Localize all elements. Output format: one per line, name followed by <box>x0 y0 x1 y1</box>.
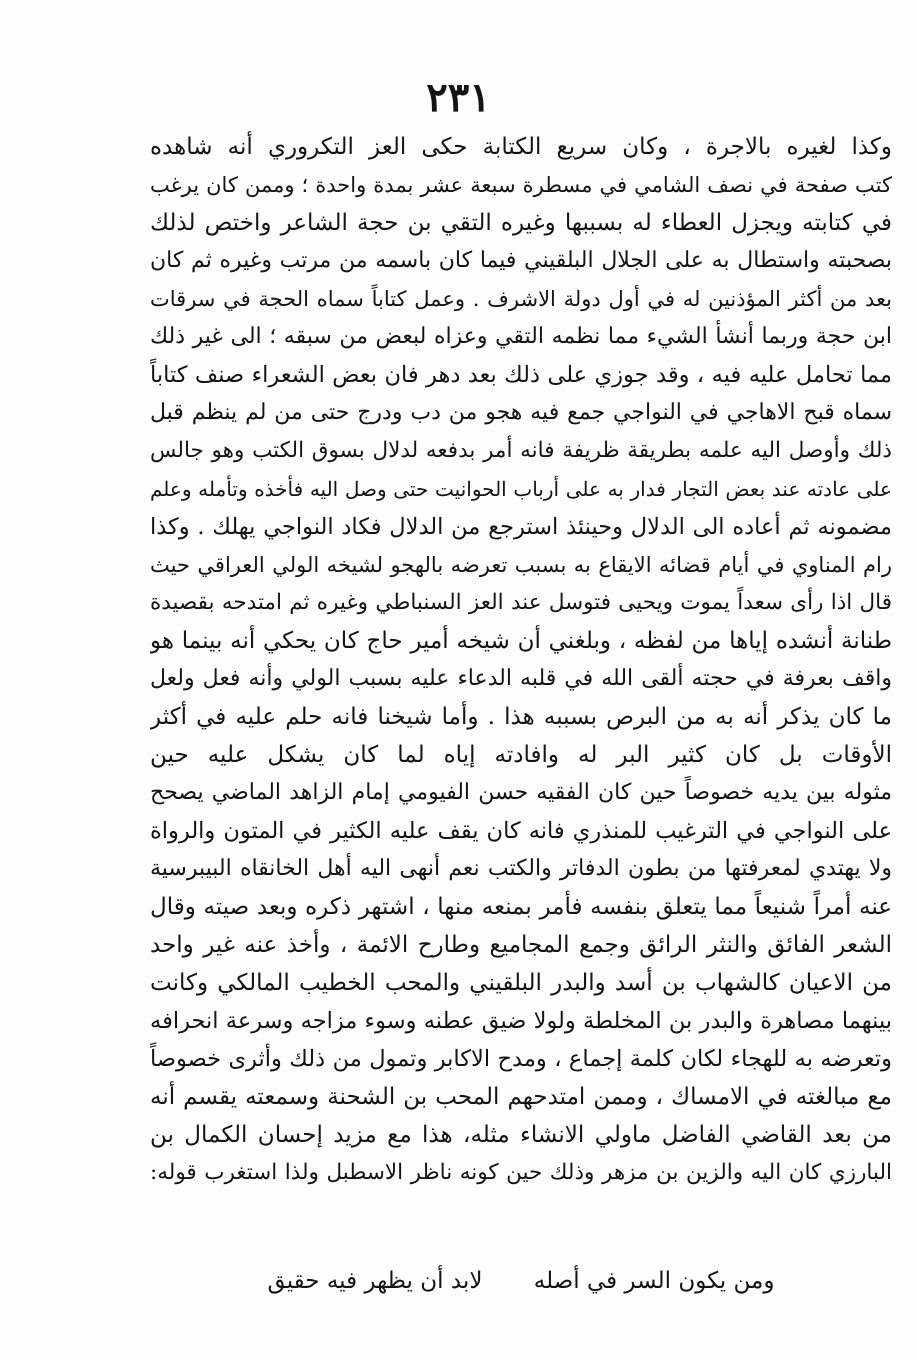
text-line: قال اذا رأى سعداً يموت ويحيى فتوسل عند العز السنباطي وغيره ثم امتدحه بقصيدة <box>150 590 892 615</box>
text-line: ما كان يذكر أنه به من البرص بسببه هذا . وأما شيخنا فانه حلم عليه في أكثر <box>150 704 892 730</box>
text-line: واقف بعرفة في حجته ألقى الله في قلبه الدعاء عليه بسبب الولي وأنه فعل ولعل <box>150 666 892 691</box>
text-line: مضمونه ثم أعاده الى الدلال وحينئذ استرجع من الدلال فكاد النواجي يهلك . وكذا <box>150 514 892 540</box>
poetry-verse <box>150 1262 892 1300</box>
verse-second-hemistich: لابد أن يظهر فيه حقيق <box>267 1268 483 1294</box>
text-line: مثوله بين يديه خصوصاً حين كان الفقيه حسن الفيومي إمام الزاهد الماضي يصحح <box>150 780 892 805</box>
text-line: مما تحامل عليه فيه ، وقد جوزي على ذلك بعد دهر فان بعض الشعراء صنف كتاباً <box>150 362 892 388</box>
verse-first-hemistich: ومن يكون السر في أصله <box>533 1268 775 1294</box>
text-line: ابن حجة وربما أنشأ الشيء مما نظمه التقي وعزاه لبعض من سبقه ؛ الى غير ذلك <box>150 324 892 349</box>
text-line: رام المناوي في أيام قضائه الايقاع به بسبب تعرضه بالهجو لشيخه الولي العراقي حيث <box>150 553 892 577</box>
text-line: بعد من أكثر المؤذنين له في أول دولة الاشرف . وعمل كتاباً سماه الحجة في سرقات <box>150 287 892 311</box>
text-line: البارزي كان اليه والزين بن مزهر وذلك حين كونه ناظر الاسطبل ولذا استغرب قوله: <box>150 1160 892 1185</box>
text-line: الشعر الفائق والنثر الرائق وجمع المجاميع وطارح الائمة ، وأخذ عنه غير واحد <box>150 932 892 958</box>
text-line: كتب صفحة في نصف الشامي في مسطرة سبعة عشر بمدة واحدة ؛ وممن كان يرغب <box>150 173 892 197</box>
text-line: طنانة أنشده إياها من لفظه ، وبلغني أن شيخه أمير حاج كان يحكي أنه بينما هو <box>150 628 892 654</box>
text-line: وكذا لغيره بالاجرة ، وكان سريع الكتابة حكى العز التكروري أنه شاهده <box>150 134 892 160</box>
text-line: وتعرضه به للهجاء لكان كلمة إجماع ، ومدح الاكابر وتمول من ذلك وأثرى خصوصاً <box>150 1046 892 1072</box>
text-line: على عادته عند بعض التجار فدار به على أرباب الحوانيت حتى وصل اليه فأخذه وتأمله وعلم <box>150 477 892 501</box>
text-line: عنه أمراً شنيعاً مما يتعلق بنفسه فأمر بمنعه منها ، اشتهر ذكره وبعد صيته وقال <box>150 894 892 920</box>
text-line: في كتابته ويجزل العطاء له بسببها وغيره التقي بن حجة الشاعر واختص لذلك <box>150 210 892 236</box>
text-line: مع مبالغته في الامساك ، وممن امتدحهم المحب بن الشحنة وسمعته يقسم أنه <box>150 1084 892 1110</box>
text-line: بصحبته واستطال به على الجلال البلقيني فيما كان باسمه من مرتب وغيره ثم كان <box>150 248 892 273</box>
body-text <box>150 128 892 1192</box>
text-line: ذلك وأوصل اليه علمه بطريقة ظريفة فانه أمر بدفعه لدلال بسوق الكتب وهو جالس <box>150 438 892 463</box>
text-line: من الاعيان كالشهاب بن أسد والبدر البلقيني والمحب الخطيب المالكي وكانت <box>150 970 892 996</box>
text-line: من بعد القاضي الفاضل ماولي الانشاء مثله، هذا مع مزيد إحسان الكمال بن <box>150 1122 892 1148</box>
text-line: الأوقات بل كان كثير البر له وافادته إياه لما كان يشكل عليه حين <box>150 742 892 768</box>
text-line: ولا يهتدي لمعرفتها من بطون الدفاتر والكتب نعم أنهى اليه أهل الخانقاه البيبرسية <box>150 856 892 881</box>
text-line: بينهما مصاهرة والبدر بن المخلطة ولولا ضيق عطنه وسوء مزاجه وسرعة انحرافه <box>150 1008 892 1034</box>
text-line: سماه قبح الاهاجي في النواجي جمع فيه هجو من دب ودرج حتى من لم ينظم قبل <box>150 400 892 425</box>
page-number: ٢٣١ <box>426 74 491 121</box>
text-line: على النواجي في الترغيب للمنذري فانه كان يقف عليه الكثير في المتون والرواة <box>150 818 892 844</box>
